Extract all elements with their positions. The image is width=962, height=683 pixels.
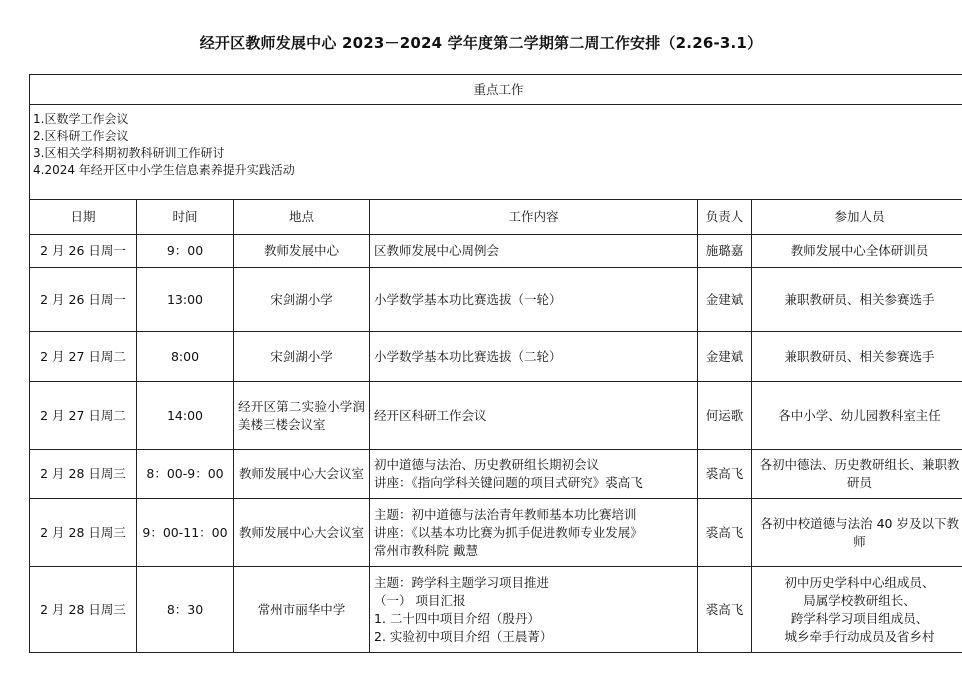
cell-content [370,499,698,567]
cell-content [370,235,698,268]
column-header-time: 时间 [137,200,234,235]
content-line: 区教师发展中心周例会 [374,243,500,258]
cell-place: 教师发展中心大会议室 [234,499,370,567]
cell-date: 2 月 28 日周三 [30,499,137,567]
table-row [30,567,962,653]
cell-owner: 裘高飞 [698,567,752,653]
cell-place: 教师发展中心大会议室 [234,450,370,499]
cell-place: 常州市丽华中学 [234,567,370,653]
table-row [30,450,962,499]
content-line: （一） 项目汇报 [374,592,466,608]
table-row [30,332,962,382]
cell-time: 9：00 [137,235,234,268]
key-work-item: 3.区相关学科期初教科研训工作研讨 [33,146,225,160]
content-line: 常州市教科院 戴慧 [374,542,478,558]
key-work-item: 2.区科研工作会议 [33,129,129,143]
cell-time: 13:00 [137,268,234,332]
column-header-place: 地点 [234,200,370,235]
cell-date: 2 月 28 日周三 [30,450,137,499]
content-line: 小学数学基本功比赛选拔（一轮） [374,291,562,307]
content-line: 经开区科研工作会议 [374,407,487,423]
participants-line: 局属学校教研组长、 [803,592,916,608]
cell-participants [752,567,962,653]
cell-time: 8：30 [137,567,234,653]
cell-place: 经开区第二实验小学润美楼三楼会议室 [234,382,370,450]
cell-owner: 何运歌 [698,382,752,450]
content-line: 2. 实验初中项目介绍（王晨菁） [374,628,553,644]
participants-line: 初中历史学科中心组成员、 [784,574,935,590]
key-work-heading: 重点工作 [30,75,962,105]
table-row [30,235,962,268]
cell-owner: 裘高飞 [698,450,752,499]
cell-participants: 兼职教研员、相关参赛选手 [752,332,962,382]
cell-participants: 各中小学、幼儿园教科室主任 [752,382,962,450]
cell-participants: 各初中校道德与法治 40 岁及以下教师 [752,499,962,567]
column-header-content: 工作内容 [370,200,698,235]
cell-date: 2 月 26 日周一 [30,235,137,268]
content-line: 讲座：《以基本功比赛为抓手促进教师专业发展》 [374,524,643,540]
cell-place: 教师发展中心 [234,235,370,268]
cell-participants: 教师发展中心全体研训员 [752,235,962,268]
table-header-row [30,200,962,235]
column-header-owner: 负责人 [698,200,752,235]
page-title: 经开区教师发展中心 2023－2024 学年度第二学期第二周工作安排（2.26-3.1） [199,34,763,52]
cell-participants: 各初中德法、历史教研组长、兼职教研员 [752,450,962,499]
key-work-item: 1.区数学工作会议 [33,112,129,126]
cell-owner: 裘高飞 [698,499,752,567]
table-row [30,268,962,332]
cell-owner: 金建斌 [698,268,752,332]
content-line: 主题：初中道德与法治青年教师基本功比赛培训 [374,506,637,522]
schedule-table [29,74,962,653]
cell-content [370,567,698,653]
cell-content [370,382,698,450]
table-row [30,499,962,567]
key-work-item: 4.2024 年经开区中小学生信息素养提升实践活动 [33,163,295,177]
cell-date: 2 月 27 日周二 [30,332,137,382]
cell-content [370,332,698,382]
participants-line: 跨学科学习项目组成员、 [790,610,929,626]
cell-time: 8:00 [137,332,234,382]
cell-participants: 兼职教研员、相关参赛选手 [752,268,962,332]
content-line: 小学数学基本功比赛选拔（二轮） [374,348,562,364]
cell-owner: 施璐嘉 [698,235,752,268]
cell-date: 2 月 27 日周二 [30,382,137,450]
cell-time: 8：00-9：00 [137,450,234,499]
cell-content [370,268,698,332]
key-work-list [30,105,962,200]
content-line: 1. 二十四中项目介绍（殷丹） [374,610,540,626]
cell-place: 宋剑湖小学 [234,268,370,332]
cell-date: 2 月 28 日周三 [30,567,137,653]
cell-date: 2 月 26 日周一 [30,268,137,332]
table-row [30,382,962,450]
content-line: 初中道德与法治、历史教研组长期初会议 [374,457,600,472]
cell-time: 14:00 [137,382,234,450]
content-line: 主题：跨学科主题学习项目推进 [374,574,550,590]
cell-time: 9：00-11：00 [137,499,234,567]
content-line: 讲座：《指向学科关键问题的项目式研究》裘高飞 [374,475,643,490]
cell-content [370,450,698,499]
cell-place: 宋剑湖小学 [234,332,370,382]
cell-owner: 金建斌 [698,332,752,382]
column-header-participants: 参加人员 [752,200,962,235]
participants-line: 城乡牵手行动成员及省乡村 [784,628,935,644]
column-header-date: 日期 [30,200,137,235]
